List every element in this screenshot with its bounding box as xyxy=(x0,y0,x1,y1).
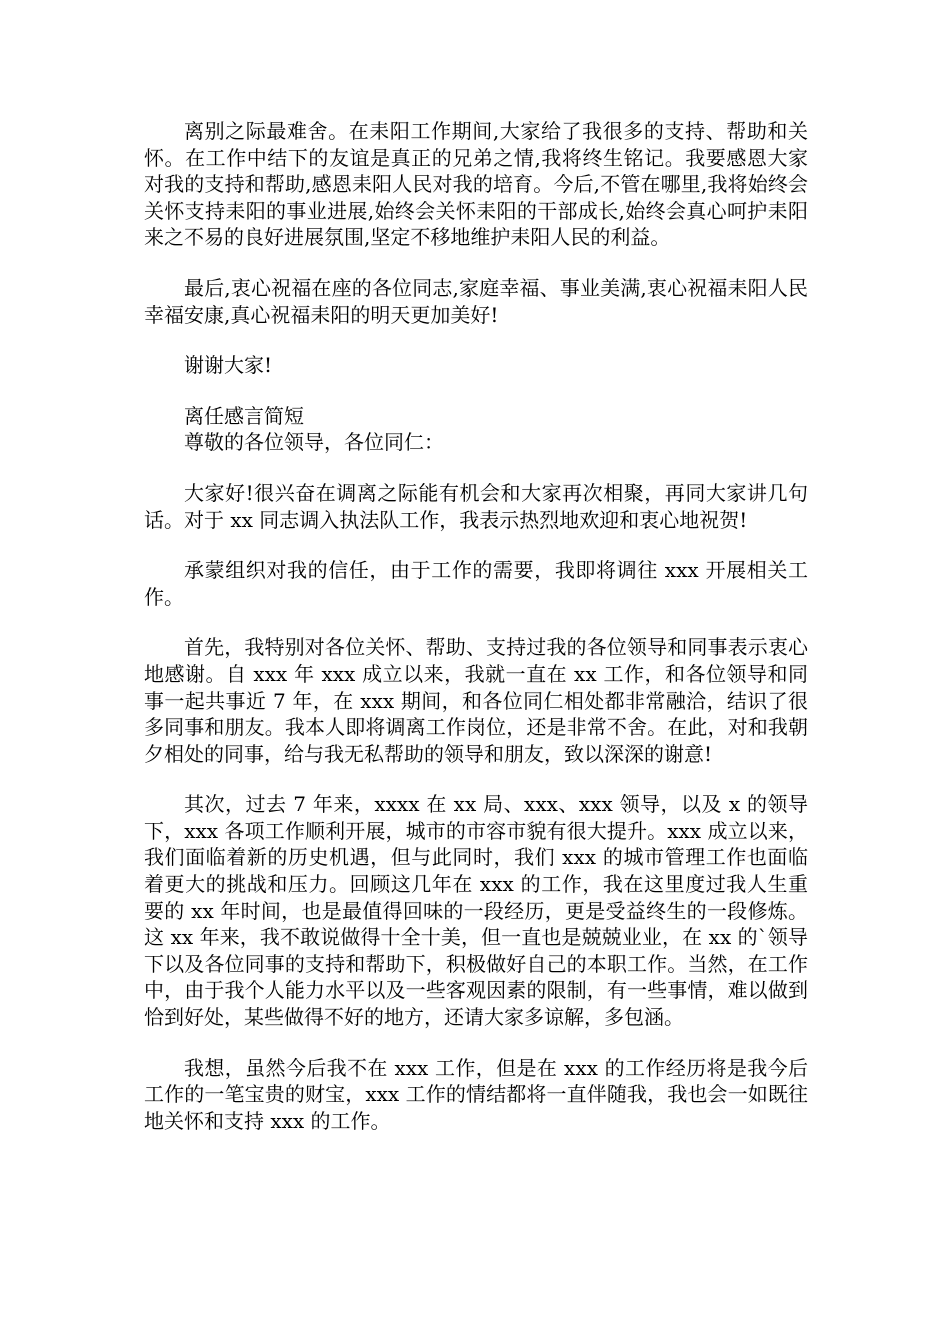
paragraph-transfer: 承蒙组织对我的信任，由于工作的需要，我即将调往 xxx 开展相关工作。 xyxy=(144,558,808,609)
paragraph-thanks: 谢谢大家! xyxy=(184,353,273,378)
section-title: 离任感言简短 xyxy=(184,403,304,428)
paragraph-greeting: 大家好!很兴奋在调离之际能有机会和大家再次相聚，再同大家讲几句话。对于 xx 同志调入执法队工作，我表示热烈地欢迎和衷心地祝贺! xyxy=(144,480,808,532)
paragraph-farewell: 离别之际最难舍。在耒阳工作期间,大家给了我很多的支持、帮助和关怀。在工作中结下的友谊是真正的兄弟之情,我将终生铭记。我要感恩大家对我的支持和帮助,感恩耒阳人民对我的培育。今后,不管在哪里,我将始终会关怀支持耒阳的事业进展,始终会关怀耒阳的干部成长,始终会真心呵护耒阳来之不易的良好进展氛围,坚定不移地维护耒阳人民的利益。 xyxy=(144,119,808,250)
paragraph-closing: 我想，虽然今后我不在 xxx 工作，但是在 xxx 的工作经历将是我今后工作的一笔宝贵的财宝，xxx 工作的情结都将一直伴随我，我也会一如既往地关怀和支持 xxx 的工作。 xyxy=(144,1055,808,1133)
paragraph-second: 其次，过去 7 年来，xxxx 在 xx 局、xxx、xxx 领导，以及 x 的领导下，xxx 各项工作顺利开展，城市的市容市貌有很大提升。xxx 成立以来，我们面临着新的历史机遇，但与此同时，我们 xxx 的城市管理工作也面临着更大的挑战和压力。回顾这几年在 xxx 的工作，我在这里度过我人生重要的 xx 年时间，也是最值得回味的一段经历，更是受益终生的一段修炼。这 xx 年来，我不敢说做得十全十美，但一直也是兢兢业业，在 xx 的`领导下以及各位同事的支持和帮助下，积极做好自己的本职工作。当然，在工作中，由于我个人能力水平以及一些客观因素的限制，有一些事情，难以做到恰到好处，某些做得不好的地方，还请大家多谅解，多包涵。 xyxy=(144,792,808,1030)
paragraph-first: 首先，我特别对各位关怀、帮助、支持过我的各位领导和同事表示衷心地感谢。自 xxx 年 xxx 成立以来，我就一直在 xx 工作，和各位领导和同事一起共事近 7 年，在 xxx 期间，和各位同仁相处都非常融洽，结识了很多同事和朋友。我本人即将调离工作岗位，还是非常不舍。在此，对和我朝夕相处的同事，给与我无私帮助的领导和朋友，致以深深的谢意! xyxy=(144,635,808,766)
paragraph-blessing: 最后,衷心祝福在座的各位同志,家庭幸福、事业美满,衷心祝福耒阳人民幸福安康,真心祝福耒阳的明天更加美好! xyxy=(144,275,808,327)
document-body xyxy=(144,118,808,1158)
salutation: 尊敬的各位领导，各位同仁： xyxy=(184,430,444,455)
